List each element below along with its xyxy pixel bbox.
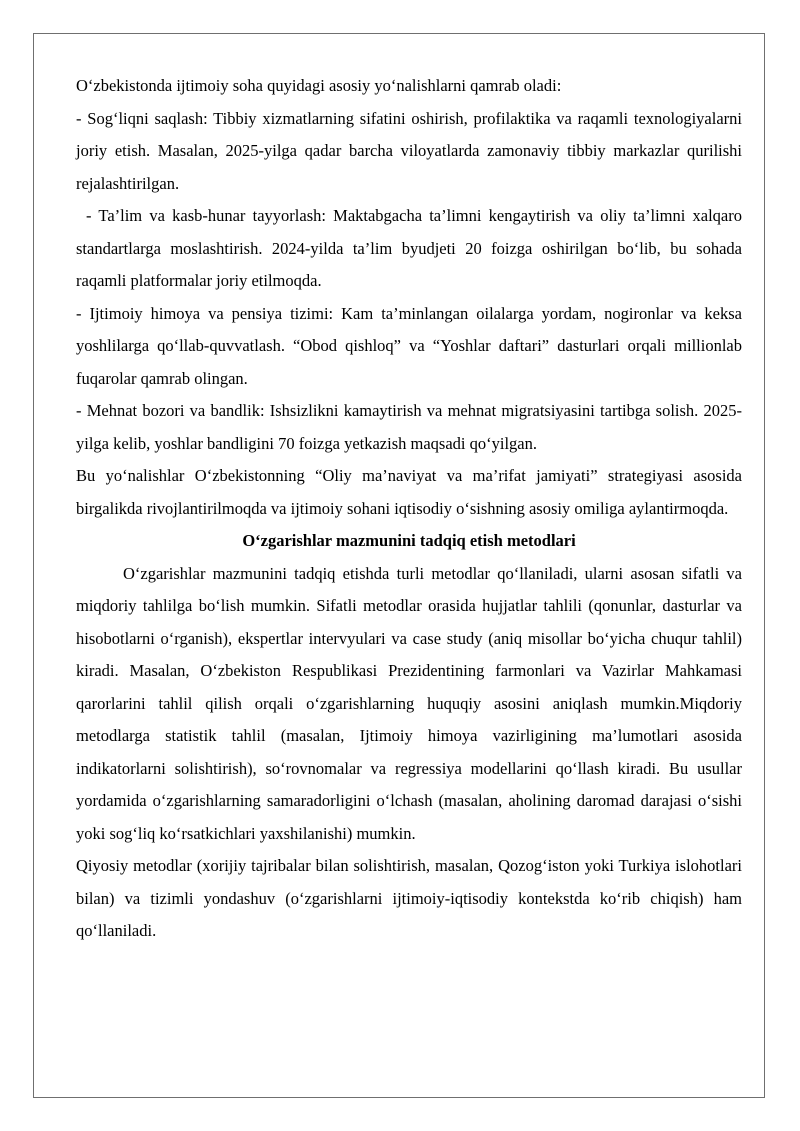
bullet-health: - Sog‘liqni saqlash: Tibbiy xizmatlarning sifatini oshirish, profilaktika va raqamli texnologiyalarni joriy etish. Masalan, 2025-yilga qadar barcha viloyatlarda zamonaviy tibbiy markazlar qurilishi rejalashtirilgan. xyxy=(76,108,742,193)
bullet-social-protection: - Ijtimoiy himoya va pensiya tizimi: Kam ta’minlangan oilalarga yordam, nogironlar va keksa yoshlilarga qo‘llab-quvvatlash. “Obod qishloq” va “Yoshlar daftari” dasturlari orqali millionlab fuqarolar qamrab olingan. xyxy=(76,303,742,388)
bullet-labor: - Mehnat bozori va bandlik: Ishsizlikni kamaytirish va mehnat migratsiyasini tartibga solish. 2025-yilga kelib, yoshlar bandligini 70 foizga yetkazish maqsadi qo‘yilgan. xyxy=(76,401,742,453)
document-body xyxy=(76,70,742,948)
intro-paragraph: O‘zbekistonda ijtimoiy soha quyidagi asosiy yo‘nalishlarni qamrab oladi: xyxy=(76,76,562,95)
bullet-education: - Ta’lim va kasb-hunar tayyorlash: Maktabgacha ta’limni kengaytirish va oliy ta’limni xalqaro standartlarga moslashtirish. 2024-yilda ta’lim byudjeti 20 foizga oshirilgan bo‘lib, bu sohada raqamli platformalar joriy etilmoqda. xyxy=(76,206,742,290)
summary-paragraph: Bu yo‘nalishlar O‘zbekistonning “Oliy ma’naviyat va ma’rifat jamiyati” strategiyasi asosida birgalikda rivojlantirilmoqda va ijtimoiy sohani iqtisodiy o‘sishning asosiy omiliga aylantirmoqda. xyxy=(76,466,742,518)
methods-paragraph: O‘zgarishlar mazmunini tadqiq etishda turli metodlar qo‘llaniladi, ularni asosan sifatli va miqdoriy tahlilga bo‘lish mumkin. Sifatli metodlar orasida hujjatlar tahlili (qonunlar, dasturlar va hisobotlarni o‘rganish), ekspertlar intervyulari va case study (aniq misollar bo‘yicha chuqur tahlil) kiradi. Masalan, O‘zbekiston Respublikasi Prezidentining farmonlari va Vazirlar Mahkamasi qarorlarini tahlil qilish orqali o‘zgarishlarning huquqiy asosini aniqlash mumkin.Miqdoriy metodlarga statistik tahlil (masalan, Ijtimoiy himoya vazirligining ma’lumotlari asosida indikatorlarni solishtirish), so‘rovnomalar va regressiya modellarini qo‘llash kiradi. Bu usullar yordamida o‘zgarishlarning samaradorligini o‘lchash (masalan, aholining daromad darajasi o‘sishi yoki sog‘liq ko‘rsatkichlari yaxshilanishi) mumkin. xyxy=(76,563,742,843)
comparative-paragraph: Qiyosiy metodlar (xorijiy tajribalar bilan solishtirish, masalan, Qozog‘iston yoki Turkiya islohotlari bilan) va tizimli yondashuv (o‘zgarishlarni ijtimoiy-iqtisodiy kontekstda ko‘rib chiqish) ham qo‘llaniladi. xyxy=(76,856,742,940)
section-heading: O‘zgarishlar mazmunini tadqiq etish metodlari xyxy=(242,531,576,550)
